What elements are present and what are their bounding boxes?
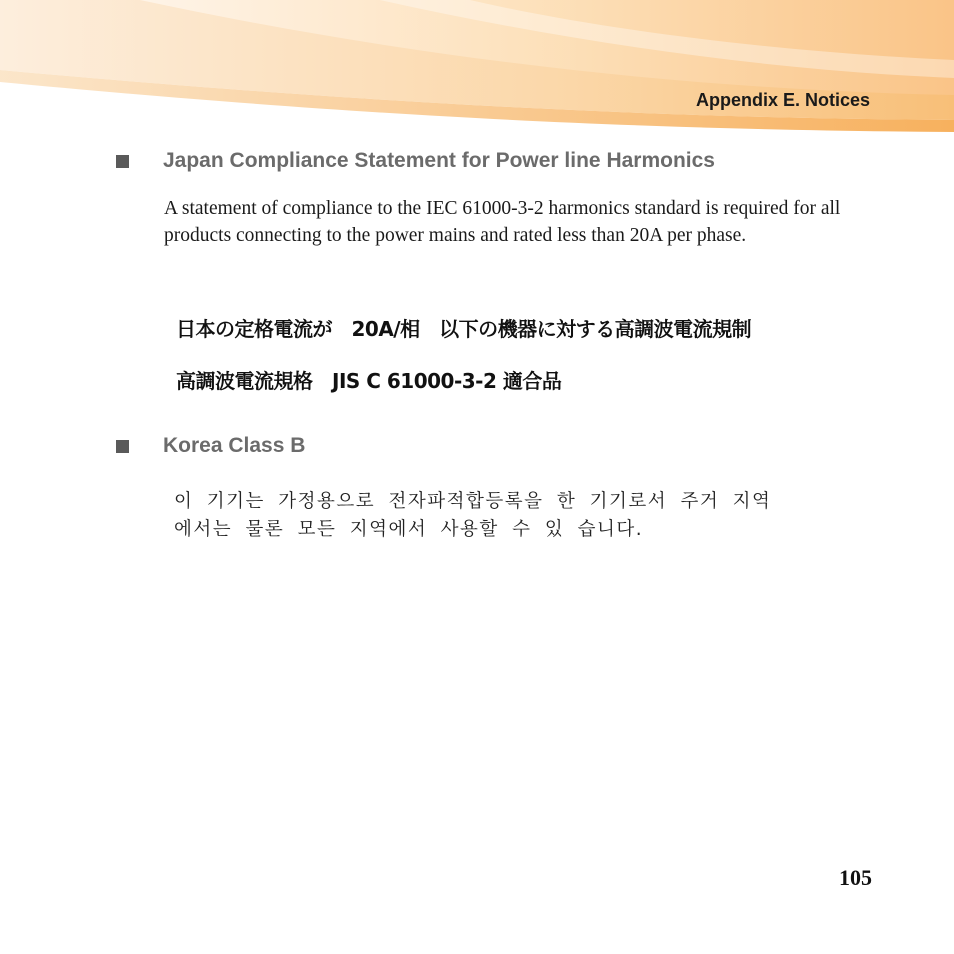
header-decoration: [0, 0, 954, 140]
japan-statement-body: A statement of compliance to the IEC 61000-3-2 harmonics standard is required for all products connecting to the power mains and rated less than 20A per phase.: [164, 198, 841, 246]
japanese-line-2: 高調波電流規格 JIS C 61000-3-2 適合品: [176, 369, 562, 393]
header-title: Appendix E. Notices: [695, 90, 870, 110]
bullet-square-icon: [116, 155, 129, 168]
bullet-square-icon: [116, 440, 129, 453]
korea-section-heading: [116, 434, 305, 458]
korean-line-1: 이 기기는 가정용으로 전자파적합등록을 한 기기로서 주거 지역: [174, 491, 772, 512]
japan-section-heading: [116, 149, 715, 173]
korean-line-2: 에서는 물론 모든 지역에서 사용할 수 있 습니다.: [174, 519, 644, 540]
japan-heading-text: Japan Compliance Statement for Power line Harmonics: [163, 149, 715, 172]
japanese-line-1: 日本の定格電流が 20A/相 以下の機器に対する高調波電流規制: [176, 317, 752, 341]
korea-heading-text: Korea Class B: [163, 434, 306, 457]
page-number: 105: [839, 865, 872, 890]
korean-statement: [174, 488, 771, 544]
